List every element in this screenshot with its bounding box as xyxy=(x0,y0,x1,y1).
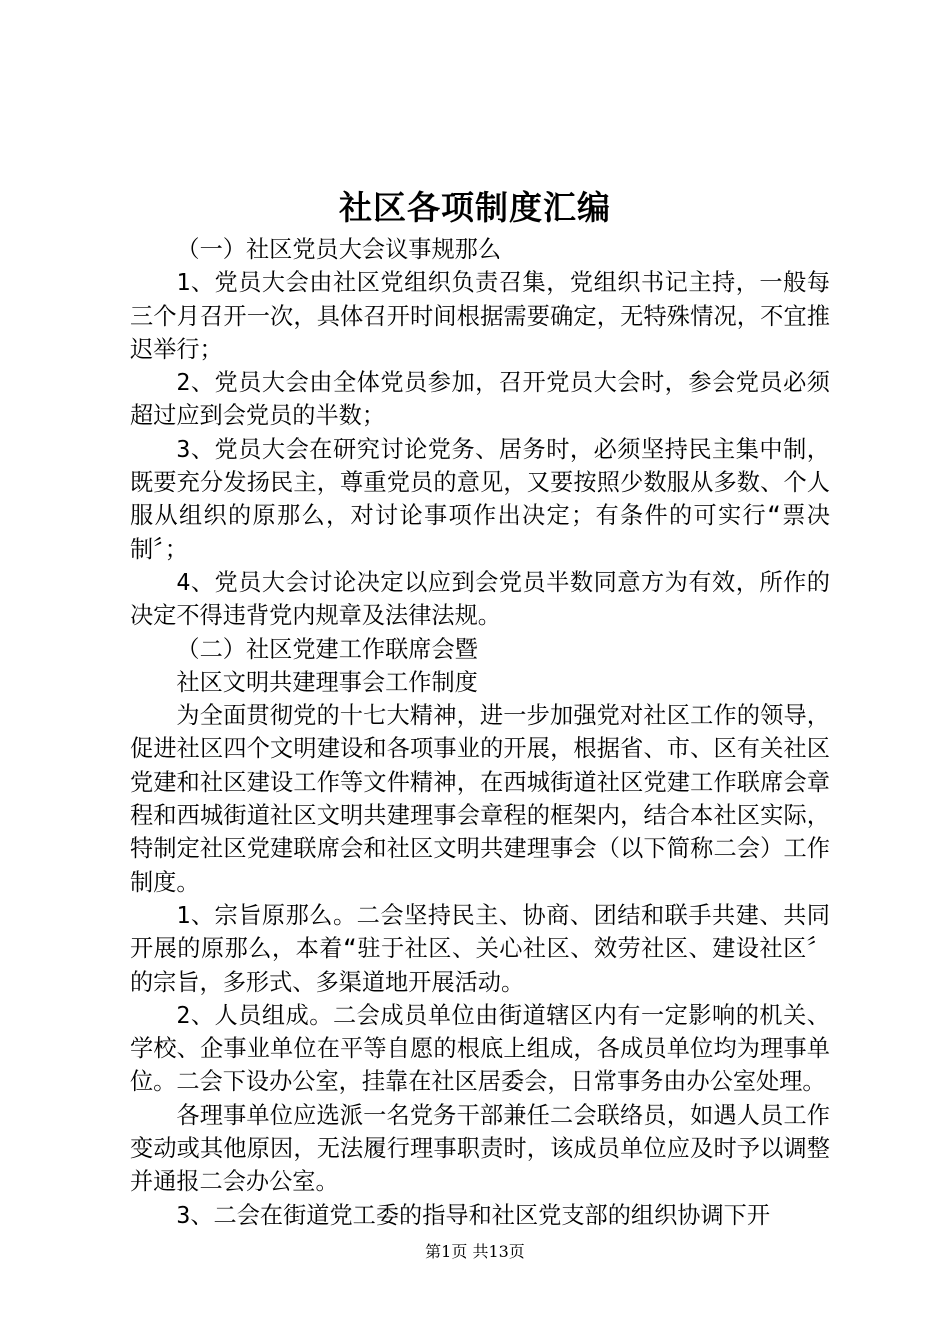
paragraph: 为全面贯彻党的十七大精神，进一步加强党对社区工作的领导，促进社区四个文明建设和各项事业的开展，根据省、市、区有关社区党建和社区建设工作等文件精神，在西城街道社区党建工作联席会章程和西城街道社区文明共建理事会章程的框架内，结合本社区实际，特制定社区党建联席会和社区文明共建理事会（以下简称二会）工作制度。 xyxy=(130,702,830,896)
paragraph: 3、二会在街道党工委的指导和社区党支部的组织协调下开 xyxy=(176,1201,771,1229)
paragraph: 1、党员大会由社区党组织负责召集，党组织书记主持，一般每三个月召开一次，具体召开时间根据需要确定，无特殊情况，不宜推迟举行； xyxy=(130,269,830,363)
section-heading-continued: 社区文明共建理事会工作制度 xyxy=(176,668,478,696)
paragraph: 3、党员大会在研究讨论党务、居务时，必须坚持民主集中制，既要充分发扬民主，尊重党员的意见，又要按照少数服从多数、个人服从组织的原那么，对讨论事项作出决定；有条件的可实行“票决制〞； xyxy=(130,435,830,563)
paragraph: 2、人员组成。二会成员单位由街道辖区内有一定影响的机关、学校、企事业单位在平等自愿的根底上组成，各成员单位均为理事单位。二会下设办公室，挂靠在社区居委会，日常事务由办公室处理。 xyxy=(130,1001,830,1096)
paragraph: 4、党员大会讨论决定以应到会党员半数同意方为有效，所作的决定不得违背党内规章及法律法规。 xyxy=(130,568,830,630)
document-title: 社区各项制度汇编 xyxy=(339,188,611,227)
paragraph: 2、党员大会由全体党员参加，召开党员大会时，参会党员必须超过应到会党员的半数； xyxy=(130,369,830,430)
section-heading: （二）社区党建工作联席会暨 xyxy=(176,635,478,663)
paragraph: 1、宗旨原那么。二会坚持民主、协商、团结和联手共建、共同开展的原那么，本着“驻于社区、关心社区、效劳社区、建设社区〞的宗旨，多形式、多渠道地开展活动。 xyxy=(130,901,830,996)
section-heading: （一）社区党员大会议事规那么 xyxy=(176,236,502,263)
document-body xyxy=(130,233,830,1232)
page-number: 第1页 共13页 xyxy=(425,1242,525,1261)
paragraph: 各理事单位应选派一名党务干部兼任二会联络员，如遇人员工作变动或其他原因，无法履行理事职责时，该成员单位应及时予以调整并通报二会办公室。 xyxy=(130,1101,830,1196)
